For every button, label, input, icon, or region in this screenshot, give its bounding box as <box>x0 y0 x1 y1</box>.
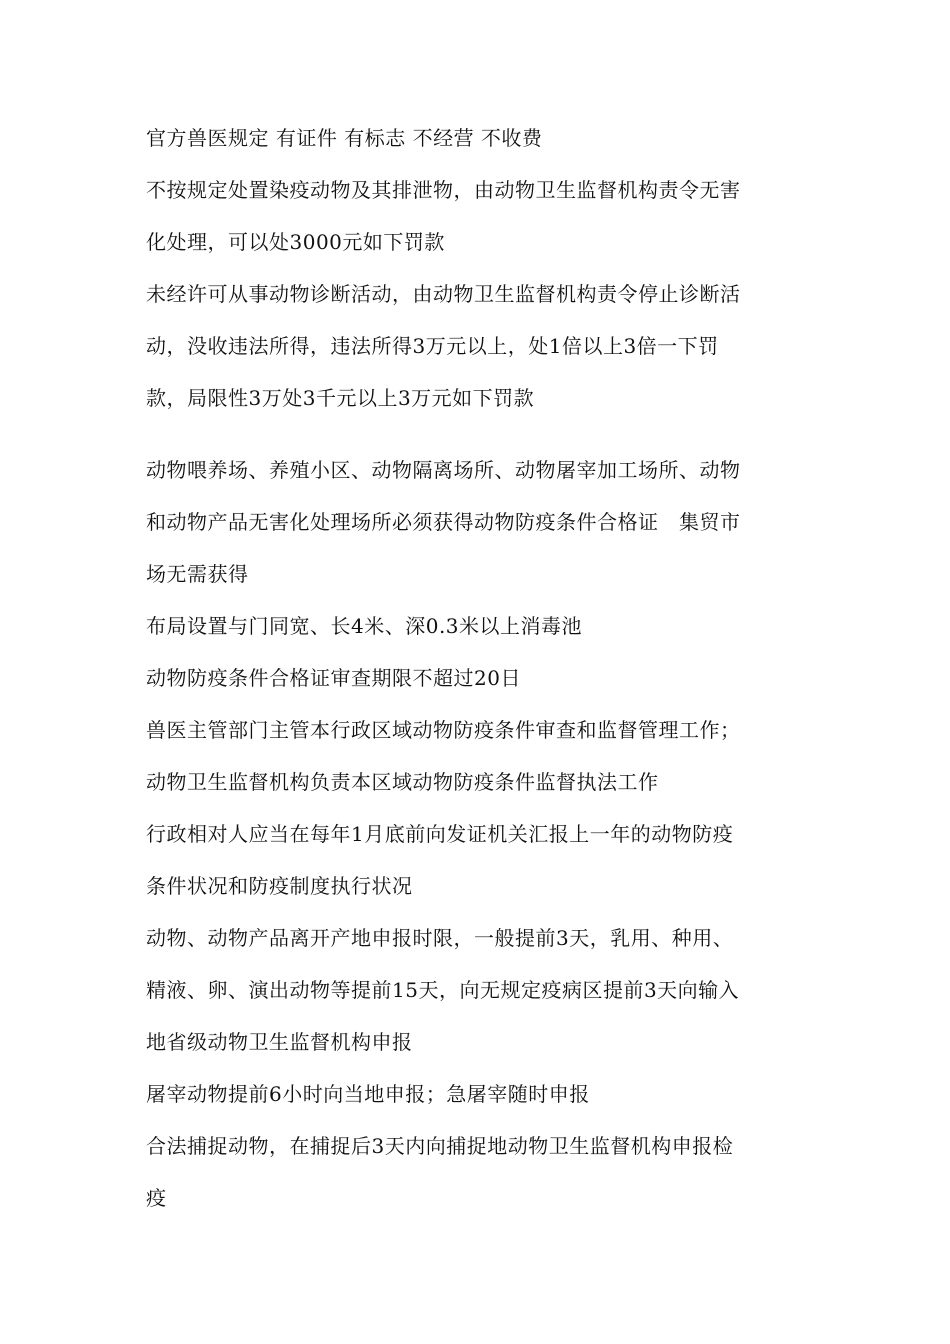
text-line: 条件状况和防疫制度执行状况 <box>146 874 413 898</box>
paragraph-gap <box>146 430 826 450</box>
text-line: 地省级动物卫生监督机构申报 <box>146 1030 413 1054</box>
text-line: 未经许可从事动物诊断活动，由动物卫生监督机构责令停止诊断活 <box>146 282 741 306</box>
text-line: 动物、动物产品离开产地申报时限，一般提前3天，乳用、种用、 <box>146 926 734 950</box>
text-line: 合法捕捉动物，在捕捉后3天内向捕捉地动物卫生监督机构申报检 <box>146 1134 734 1158</box>
text-line: 和动物产品无害化处理场所必须获得动物防疫条件合格证 集贸市 <box>146 510 741 534</box>
text-line: 动物防疫条件合格证审查期限不超过20日 <box>146 666 521 690</box>
text-line: 动物卫生监督机构负责本区域动物防疫条件监督执法工作 <box>146 770 659 794</box>
document-body <box>146 118 826 1230</box>
text-line: 官方兽医规定 有证件 有标志 不经营 不收费 <box>146 126 543 150</box>
text-line: 行政相对人应当在每年1月底前向发证机关汇报上一年的动物防疫 <box>146 822 734 846</box>
text-line: 疫 <box>146 1186 167 1210</box>
text-line: 不按规定处置染疫动物及其排泄物，由动物卫生监督机构责令无害 <box>146 178 741 202</box>
text-line: 场无需获得 <box>146 562 249 586</box>
text-line: 动物喂养场、养殖小区、动物隔离场所、动物屠宰加工场所、动物 <box>146 458 741 482</box>
text-line: 布局设置与门同宽、长4米、深0.3米以上消毒池 <box>146 614 583 638</box>
text-line: 兽医主管部门主管本行政区域动物防疫条件审查和监督管理工作； <box>146 718 741 742</box>
text-line: 动，没收违法所得，违法所得3万元以上，处1倍以上3倍一下罚 <box>146 334 719 358</box>
text-line: 屠宰动物提前6小时向当地申报；急屠宰随时申报 <box>146 1082 590 1106</box>
text-line: 化处理，可以处3000元如下罚款 <box>146 230 445 254</box>
text-line: 精液、卵、演出动物等提前15天，向无规定疫病区提前3天向输入 <box>146 978 740 1002</box>
text-line: 款，局限性3万处3千元以上3万元如下罚款 <box>146 386 535 410</box>
